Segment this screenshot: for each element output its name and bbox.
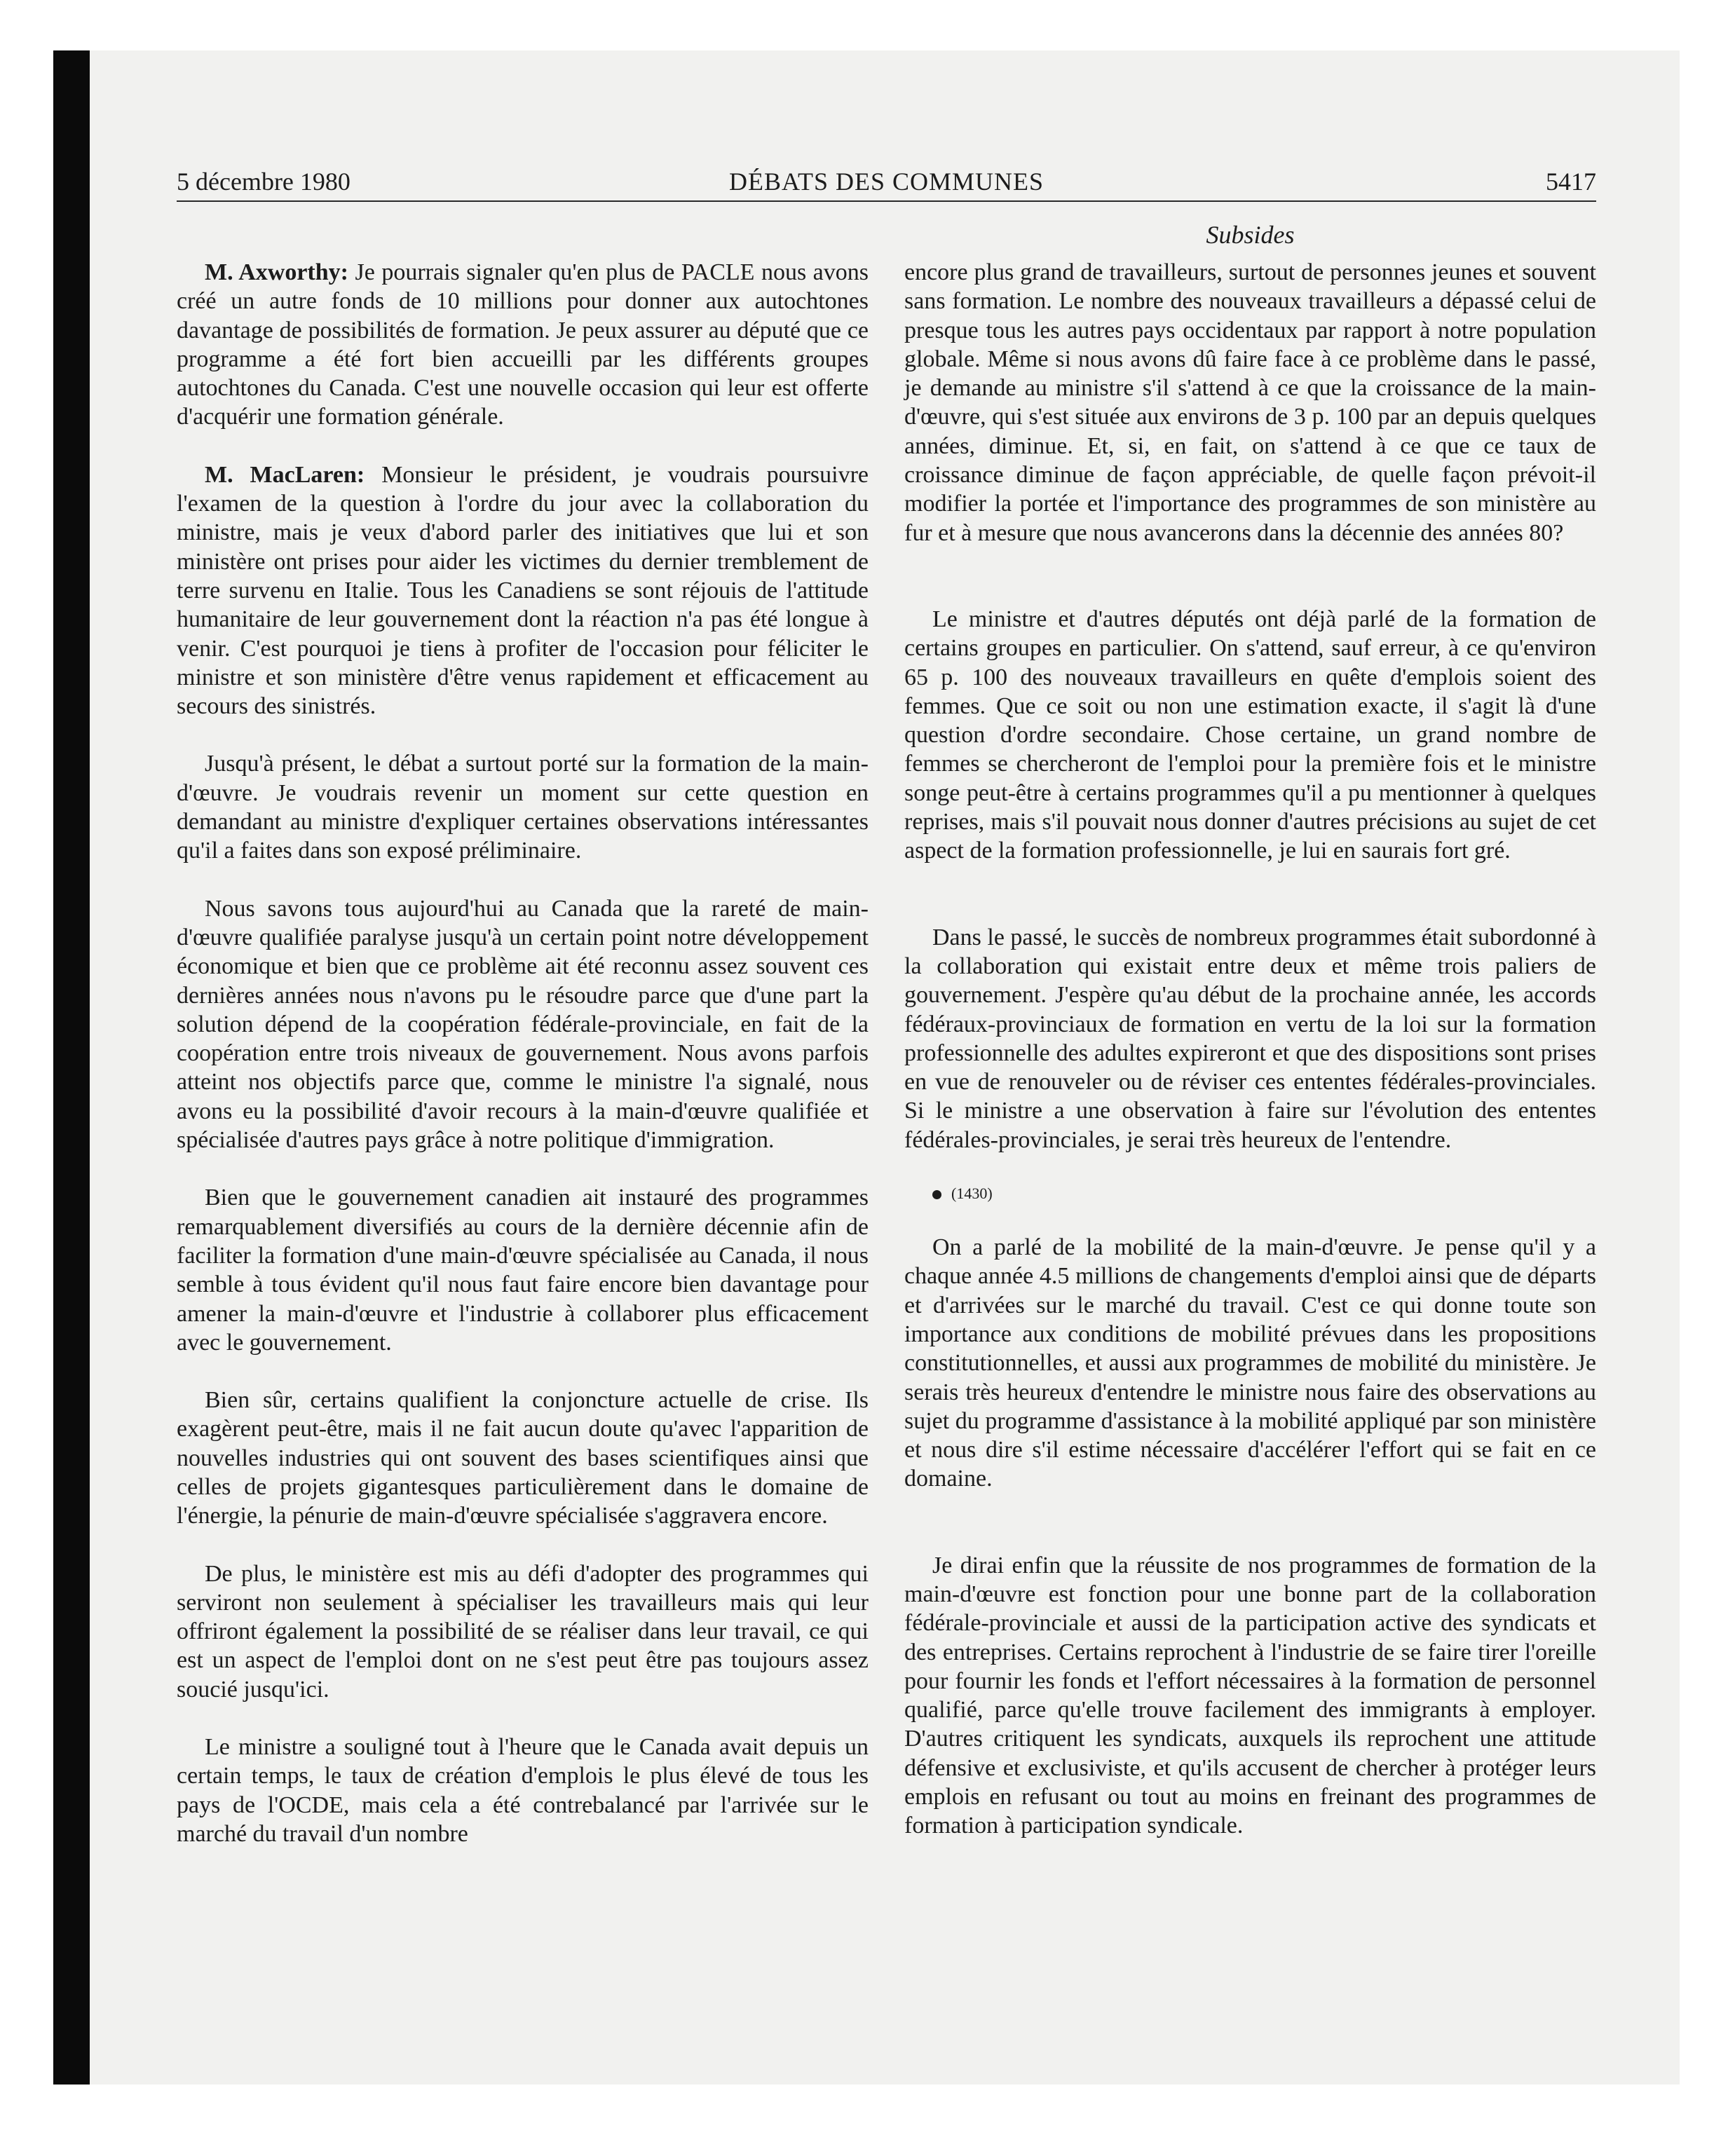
page-number: 5417	[1546, 168, 1596, 196]
paragraph: Dans le passé, le succès de nombreux programmes était subordonné à la collaboration qui existait entre deux et même trois paliers de gouvernement. J'espère qu'au début de la prochaine année, les accords fédéraux-provinciaux de formation en vertu de la loi sur la formation professionnelle des adultes expireront et que des dispositions sont prises en vue de renouveler ou de réviser ces ententes fédérales-provinciales. Si le ministre a une observation à faire sur l'évolution des ententes fédérales-provinciales, je serai très heureux de l'entendre.	[904, 924, 1596, 1153]
scan-edge	[53, 50, 90, 2085]
paragraph: Bien que le gouvernement canadien ait instauré des programmes remarquablement diversifiés au cours de la dernière décennie afin de faciliter la formation d'une main-d'œuvre spécialisée au Canada, il nous semble à tous évident qu'il nous faut faire encore bien davantage pour amener la main-d'œuvre et l'industrie à collaborer plus efficacement avec le gouvernement.	[177, 1185, 869, 1356]
paragraph: On a parlé de la mobilité de la main-d'œuvre. Je pense qu'il y a chaque année 4.5 millions de changements d'emploi ainsi que de départs et d'arrivées sur le marché du travail. C'est ce qui donne toute son importance aux conditions de mobilité prévues dans les propositions constitutionnelles, et aussi aux programmes de mobilité du ministère. Je serais très heureux d'entendre le ministre nous faire des observations au sujet du programme d'assistance à la mobilité appliqué par son ministère et nous dire s'il estime nécessaire d'accélérer l'effort qui se fait en ce domaine.	[904, 1234, 1596, 1492]
right-column	[904, 258, 1596, 1841]
section-subheader: Subsides	[1206, 221, 1295, 249]
paragraph-text: Monsieur le président, je voudrais poursuivre l'examen de la question à l'ordre du jour avec la collaboration du ministre, mais je veux d'abord parler des initiatives que lui et son ministère ont prises pour aider les victimes du dernier tremblement de terre survenu en Italie. Tous les Canadiens se sont réjouis de l'attitude humanitaire de leur gouvernement dont la réaction n'a pas été longue à venir. C'est pourquoi je tiens à profiter de l'occasion pour féliciter le ministre et son ministère d'être venus rapidement et efficacement au secours des sinistrés.	[177, 461, 869, 720]
paragraph: Jusqu'à présent, le débat a surtout porté sur la formation de la main-d'œuvre. Je voudrais revenir un moment sur cette question en demandant au ministre d'expliquer certaines observations intéressantes qu'il a faites dans son exposé préliminaire.	[177, 751, 869, 864]
paragraph	[177, 460, 869, 721]
header-title: DÉBATS DES COMMUNES	[728, 168, 1045, 196]
paragraph: Le ministre et d'autres députés ont déjà parlé de la formation de certains groupes en particulier. On s'attend, sauf erreur, à ce qu'environ 65 p. 100 des nouveaux travailleurs en quête d'emplois soient des femmes. Que ce soit ou non une estimation exacte, il s'agit là d'une question d'ordre secondaire. Chose certaine, un grand nombre de femmes se chercheront de l'emploi pour la première fois et le ministre songe peut-être à certains programmes qu'il a pu mentionner à quelques reprises, mais s'il pouvait nous donner d'autres précisions au sujet de cet aspect de la formation professionnelle, je lui en saurais fort gré.	[904, 606, 1596, 864]
paragraph: Je dirai enfin que la réussite de nos programmes de formation de la main-d'œuvre est fonction pour une bonne part de la collaboration fédérale-provinciale et aussi de la participation active des syndicats et des entreprises. Certains reprochent à l'industrie de se faire tirer l'oreille pour fournir les fonds et l'effort nécessaires à la formation de personnel qualifié, parce qu'elle trouve facilement des immigrants à employer. D'autres critiquent les syndicats, auxquels ils reprochent une attitude défensive et exclusiviste, et qu'ils accusent de chercher à protéger leurs emplois en refusant ou tout au moins en freinant des programmes de formation à participation syndicale.	[904, 1552, 1596, 1839]
left-column	[177, 258, 869, 1848]
paragraph	[177, 258, 869, 432]
paragraph: De plus, le ministère est mis au défi d'adopter des programmes qui serviront non seulement à spécialiser les travailleurs mais qui leur offriront également la possibilité de se réaliser dans leur travail, ce qui est un aspect de l'emploi dont on ne s'est peut être pas toujours assez soucié jusqu'ici.	[177, 1560, 869, 1703]
timestamp-text: (1430)	[951, 1185, 993, 1203]
paragraph: Le ministre a souligné tout à l'heure que le Canada avait depuis un certain temps, le taux de création d'emplois le plus élevé de tous les pays de l'OCDE, mais cela a été contrebalancé par l'arrivée sur le marché du travail d'un nombre	[177, 1734, 869, 1847]
running-header	[177, 165, 1596, 202]
paragraph: Nous savons tous aujourd'hui au Canada que la rareté de main-d'œuvre qualifiée paralyse jusqu'à un certain point notre développement économique et bien que ce problème ait été reconnu assez souvent ces dernières années nous n'avons pu le résoudre parce que d'une part la solution dépend de la coopération fédérale-provinciale, en fait de la coopération entre trois niveaux de gouvernement. Nous avons parfois atteint nos objectifs parce que, comme le ministre l'a signalé, nous avons eu la possibilité d'avoir recours à la main-d'œuvre qualifiée et spécialisée d'autres pays grâce à notre politique d'immigration.	[177, 895, 869, 1154]
paragraph-text: Je pourrais signaler qu'en plus de PACLE nous avons créé un autre fonds de 10 millions pour donner aux autochtones davantage de possibilités de formation. Je peux assurer au député que ce programme a été fort bien accueilli par les différents groupes autochtones du Canada. C'est une nouvelle occasion qui leur est offerte d'acquérir une formation générale.	[177, 259, 869, 430]
bullet-icon	[932, 1190, 941, 1199]
speaker-name: M. MacLaren:	[205, 461, 365, 488]
paragraph: Bien sûr, certains qualifient la conjoncture actuelle de crise. Ils exagèrent peut-être, mais il ne fait aucun doute qu'avec l'apparition de nouvelles industries qui ont souvent des bases scientifiques ainsi que celles de projets gigantesques particulièrement dans le domaine de l'énergie, la pénurie de main-d'œuvre spécialisée s'aggravera encore.	[177, 1387, 869, 1529]
timestamp	[904, 1183, 1596, 1204]
header-date: 5 décembre 1980	[177, 168, 351, 196]
paragraph: encore plus grand de travailleurs, surtout de personnes jeunes et souvent sans formation. Le nombre des nouveaux travailleurs a dépassé celui de presque tous les autres pays occidentaux par rapport à notre population globale. Même si nous avons dû faire face à ce problème dans le passé, je demande au ministre s'il s'attend à ce que la croissance de la main-d'œuvre, qui s'est située aux environs de 3 p. 100 par an depuis quelques années, diminue. Et, si, en fait, on s'attend à ce que ce taux de croissance diminue de façon appréciable, de quelle façon prévoit-il modifier la portée et l'importance des programmes de son ministère au fur et à mesure que nous avancerons dans la décennie des années 80?	[904, 259, 1596, 546]
speaker-name: M. Axworthy:	[205, 259, 348, 285]
